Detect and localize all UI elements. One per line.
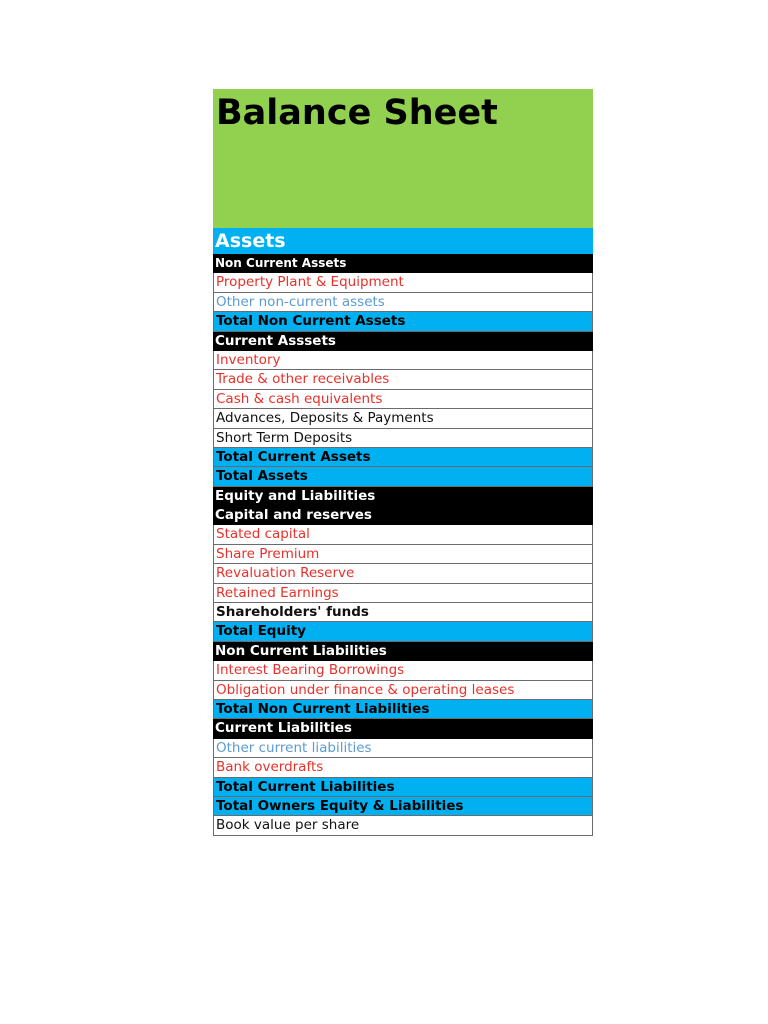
line-item-shareholders-funds: Shareholders' funds <box>213 603 593 622</box>
section-current-asssets: Current Asssets <box>213 332 593 351</box>
line-item-share-premium: Share Premium <box>213 545 593 564</box>
total-row-total-equity: Total Equity <box>213 622 593 641</box>
total-row-total-current-liabilities: Total Current Liabilities <box>213 778 593 797</box>
total-row-total-current-assets: Total Current Assets <box>213 448 593 467</box>
line-item-advances-deposits-payments: Advances, Deposits & Payments <box>213 409 593 428</box>
total-row-total-owners-equity-liabilities: Total Owners Equity & Liabilities <box>213 797 593 816</box>
balance-sheet <box>213 89 593 836</box>
assets-section-header: Assets <box>213 228 593 254</box>
line-item-retained-earnings: Retained Earnings <box>213 584 593 603</box>
total-row-total-assets: Total Assets <box>213 467 593 486</box>
line-item-other-current-liabilities: Other current liabilities <box>213 739 593 758</box>
line-item-revaluation-reserve: Revaluation Reserve <box>213 564 593 583</box>
section-non-current-assets: Non Current Assets <box>213 254 593 273</box>
total-row-total-non-current-assets: Total Non Current Assets <box>213 312 593 331</box>
rows-container <box>213 254 593 836</box>
line-item-other-non-current-assets: Other non-current assets <box>213 293 593 312</box>
sheet-title: Balance Sheet <box>216 93 498 133</box>
line-item-stated-capital: Stated capital <box>213 525 593 544</box>
line-item-bank-overdrafts: Bank overdrafts <box>213 758 593 777</box>
section-current-liabilities: Current Liabilities <box>213 719 593 738</box>
section-non-current-liabilities: Non Current Liabilities <box>213 642 593 661</box>
title-block <box>213 89 593 228</box>
line-item-obligation-under-finance-operating-leases: Obligation under finance & operating leases <box>213 681 593 700</box>
line-item-book-value-per-share: Book value per share <box>213 816 593 835</box>
total-row-total-non-current-liabilities: Total Non Current Liabilities <box>213 700 593 719</box>
line-item-inventory: Inventory <box>213 351 593 370</box>
line-item-interest-bearing-borrowings: Interest Bearing Borrowings <box>213 661 593 680</box>
line-item-cash-cash-equivalents: Cash & cash equivalents <box>213 390 593 409</box>
line-item-trade-other-receivables: Trade & other receivables <box>213 370 593 389</box>
line-item-property-plant-equipment: Property Plant & Equipment <box>213 273 593 292</box>
section-equity-and-liabilities: Equity and Liabilities <box>213 487 593 506</box>
line-item-short-term-deposits: Short Term Deposits <box>213 429 593 448</box>
section-capital-and-reserves: Capital and reserves <box>213 506 593 525</box>
